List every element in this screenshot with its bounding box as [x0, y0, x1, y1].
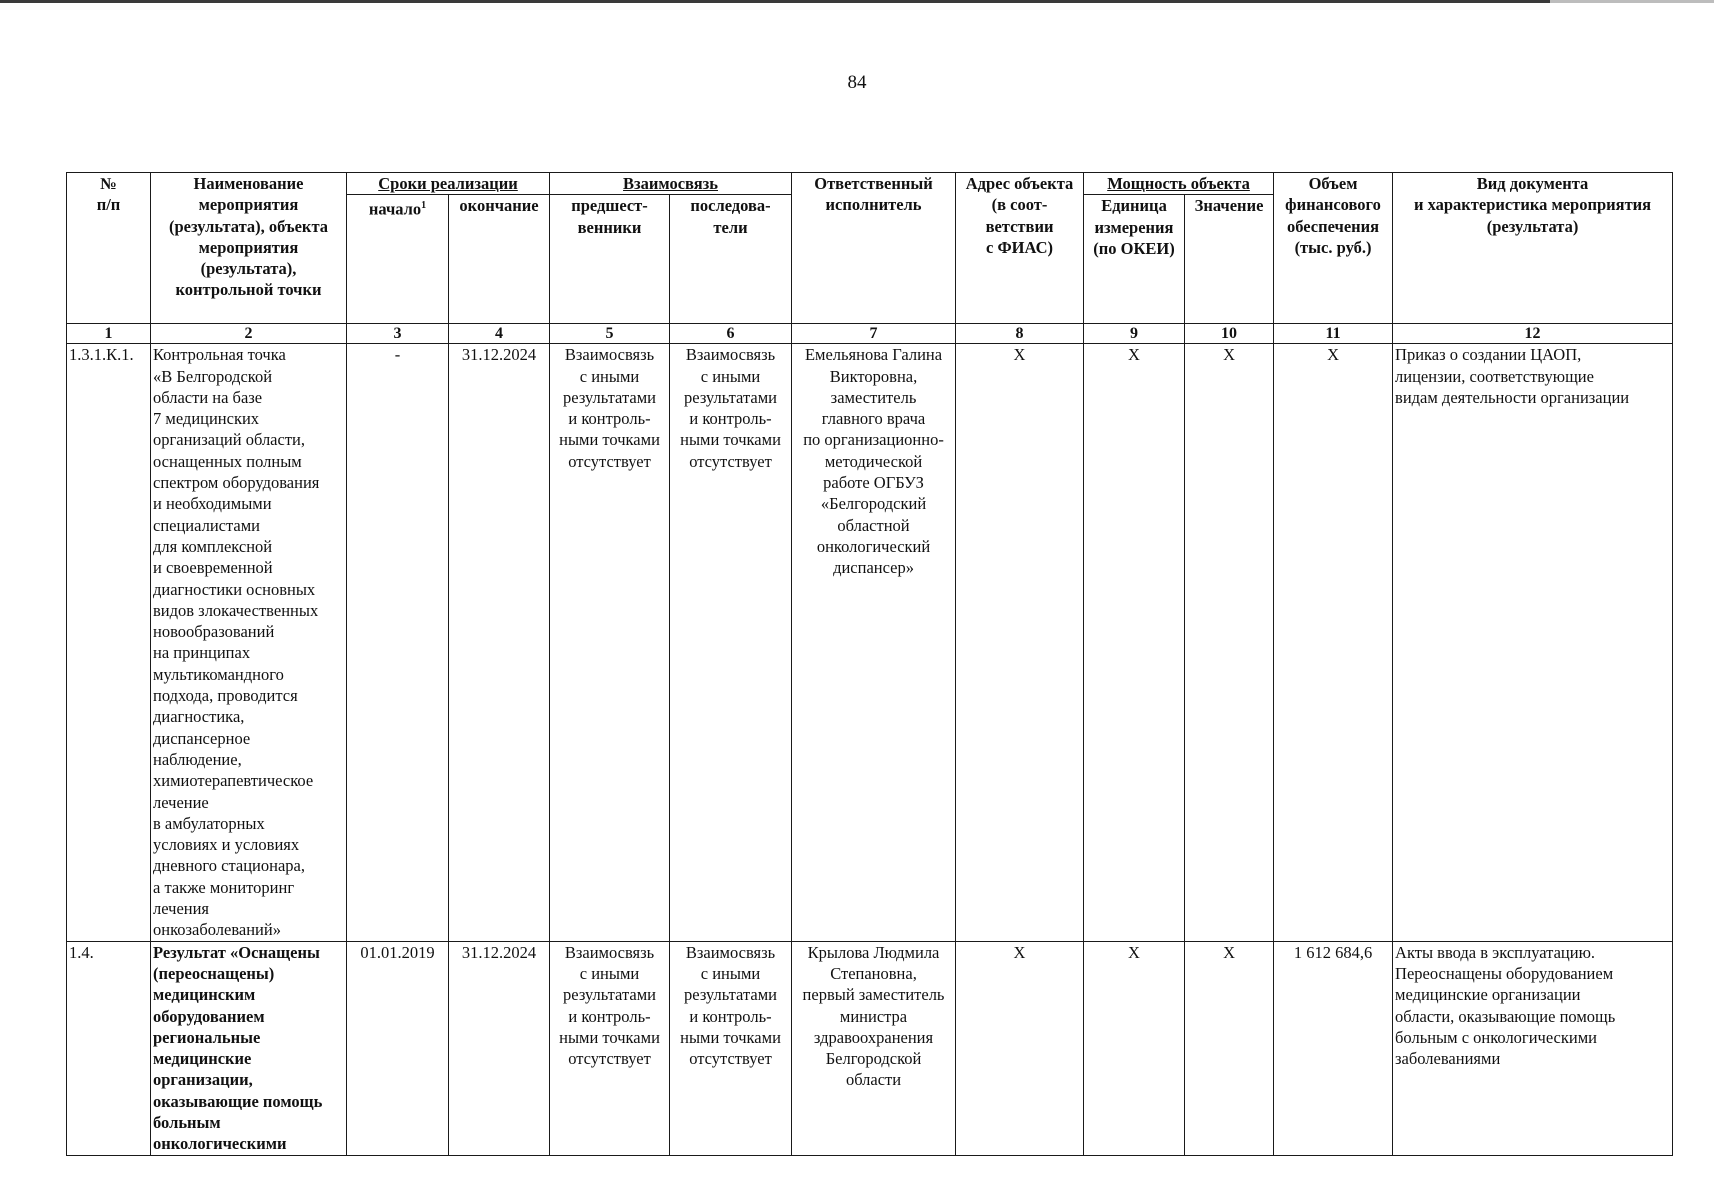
row-num: 1.4. [67, 941, 151, 1155]
header-name: Наименование мероприятия (результата), объекта мероприятия (результата), контрольной точки [151, 173, 347, 324]
header-end: окончание [449, 195, 550, 324]
row-predecessors: Взаимосвязь с иными результатами и контроль- ными точками отсутствует [550, 344, 670, 941]
column-number: 1 [67, 324, 151, 344]
scan-top-edge-fade [1550, 0, 1714, 3]
column-number: 3 [347, 324, 449, 344]
column-number: 4 [449, 324, 550, 344]
row-successors: Взаимосвязь с иными результатами и контроль- ными точками отсутствует [670, 344, 792, 941]
scan-top-edge [0, 0, 1714, 3]
header-start [347, 195, 449, 324]
header-group-terms [347, 173, 550, 195]
header-group-terms-label: Сроки реализации [378, 174, 518, 193]
row-unit: Х [1084, 941, 1185, 1155]
row-finance: Х [1274, 344, 1393, 941]
row-responsible: Крылова Людмила Степановна, первый заместитель министра здравоохранения Белгородской области [792, 941, 956, 1155]
page-number: 84 [847, 72, 867, 93]
plan-table [66, 172, 1673, 1156]
row-address: Х [956, 941, 1084, 1155]
row-predecessors: Взаимосвязь с иными результатами и контроль- ными точками отсутствует [550, 941, 670, 1155]
column-number: 2 [151, 324, 347, 344]
table-row [67, 344, 1673, 941]
header-successors: последова- тели [670, 195, 792, 324]
header-group-capacity-label: Мощность объекта [1107, 174, 1250, 193]
header-num: № п/п [67, 173, 151, 324]
row-value: Х [1185, 941, 1274, 1155]
header-unit: Единица измерения (по ОКЕИ) [1084, 195, 1185, 324]
column-number: 9 [1084, 324, 1185, 344]
row-doc-type: Приказ о создании ЦАОП, лицензии, соответствующие видам деятельности организации [1393, 344, 1673, 941]
row-name: Контрольная точка «В Белгородской области на базе 7 медицинских организаций области, оснащенных полным спектром оборудования и необходимыми специалистами для комплексной и своевременной диагностики основных видов злокачественных новообразований на принципах мультикомандного подхода, проводится диагностика, диспансерное наблюдение, химиотерапевтическое лечение в амбулаторных условиях и условиях дневного стационара, а также мониторинг лечения онкозаболеваний» [151, 344, 347, 941]
row-unit: Х [1084, 344, 1185, 941]
row-num: 1.3.1.К.1. [67, 344, 151, 941]
header-start-footnote: 1 [421, 200, 427, 212]
column-number: 5 [550, 324, 670, 344]
row-start: 01.01.2019 [347, 941, 449, 1155]
row-successors: Взаимосвязь с иными результатами и контроль- ными точками отсутствует [670, 941, 792, 1155]
header-address: Адрес объекта (в соот- ветствии с ФИАС) [956, 173, 1084, 324]
row-end: 31.12.2024 [449, 344, 550, 941]
column-number: 10 [1185, 324, 1274, 344]
row-finance: 1 612 684,6 [1274, 941, 1393, 1155]
header-start-label: начало [368, 199, 422, 219]
row-value: Х [1185, 344, 1274, 941]
column-number: 7 [792, 324, 956, 344]
column-number: 8 [956, 324, 1084, 344]
row-doc-type: Акты ввода в эксплуатацию. Переоснащены оборудованием медицинские организации области, оказывающие помощь больным с онкологическими заболеваниями [1393, 941, 1673, 1155]
column-number: 12 [1393, 324, 1673, 344]
header-predecessors: предшест- венники [550, 195, 670, 324]
column-number: 11 [1274, 324, 1393, 344]
row-responsible: Емельянова Галина Викторовна, заместитель главного врача по организационно- методической работе ОГБУЗ «Белгородский областной онкологический диспансер» [792, 344, 956, 941]
header-group-links [550, 173, 792, 195]
header-group-capacity [1084, 173, 1274, 195]
row-end: 31.12.2024 [449, 941, 550, 1155]
header-row-1 [67, 173, 1673, 195]
row-address: Х [956, 344, 1084, 941]
row-start: - [347, 344, 449, 941]
column-number-row [67, 324, 1673, 344]
header-value: Значение [1185, 195, 1274, 324]
header-group-links-label: Взаимосвязь [623, 174, 718, 193]
row-name: Результат «Оснащены (переоснащены) медицинским оборудованием региональные медицинские организации, оказывающие помощь больным онкологическими [151, 941, 347, 1155]
header-doc-type: Вид документа и характеристика мероприятия (результата) [1393, 173, 1673, 324]
column-number: 6 [670, 324, 792, 344]
table-row [67, 941, 1673, 1155]
header-finance: Объем финансового обеспечения (тыс. руб.) [1274, 173, 1393, 324]
header-responsible: Ответственный исполнитель [792, 173, 956, 324]
